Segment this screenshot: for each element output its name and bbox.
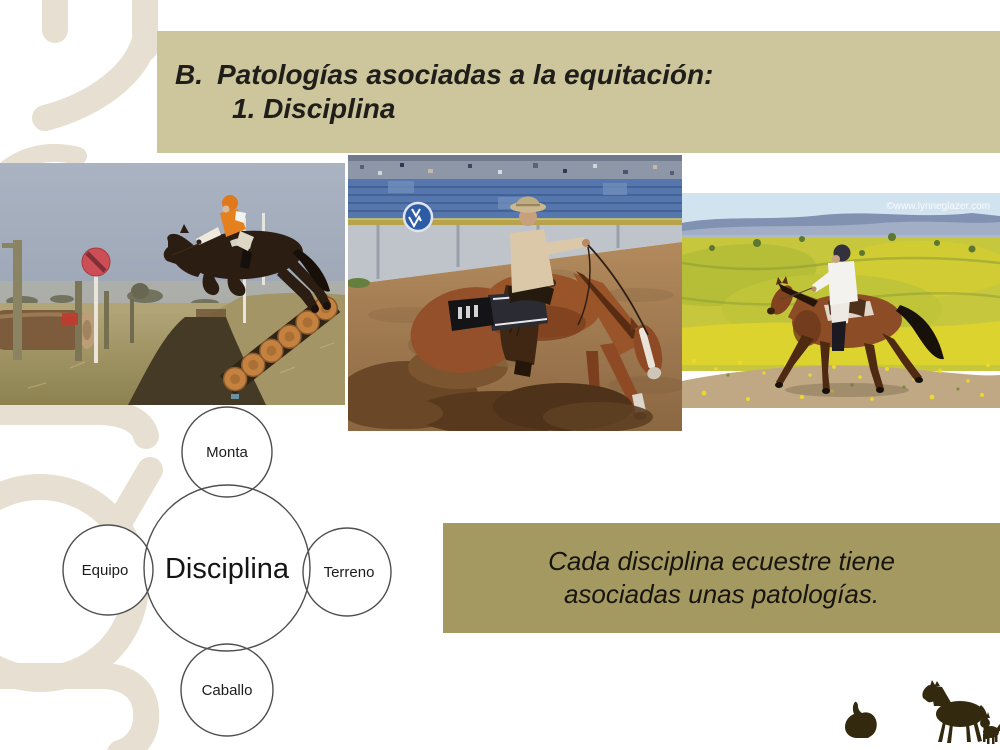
title-line: [175, 58, 1000, 92]
title-text: Patologías asociadas a la equitación:: [217, 58, 714, 90]
vw-sign: [404, 203, 432, 231]
diagram-label-equipo: Equipo: [81, 562, 129, 579]
title-subtitle: 1. Disciplina: [232, 93, 396, 124]
key-message-box: [443, 523, 1000, 633]
diagram-label-caballo: Caballo: [201, 682, 253, 699]
key-message-line-1: Cada disciplina ecuestre tiene: [548, 545, 895, 576]
discipline-diagram: [55, 403, 395, 748]
red-flag: [62, 313, 78, 325]
diagram-label-center: Disciplina: [164, 553, 290, 585]
dog-icon: [980, 712, 1000, 744]
title-bar: [157, 31, 1000, 153]
horse-icon: [922, 680, 988, 743]
key-message-line-2: asociadas unas patologías.: [563, 579, 880, 609]
photo-cross-country-jumping: [0, 163, 345, 405]
title-prefix: B.: [175, 58, 203, 90]
stadium-seats: [348, 179, 682, 221]
diagram-label-monta: Monta: [206, 444, 248, 461]
rabbit-icon: [845, 702, 877, 738]
photo-reining-sliding-stop: [348, 155, 682, 431]
animal-silhouettes: [835, 678, 1000, 748]
diagram-label-terreno: Terreno: [323, 564, 375, 581]
photo-endurance-trail-riding: [682, 193, 1000, 408]
photo-credit: ©www.lynneglazer.com: [886, 201, 990, 212]
